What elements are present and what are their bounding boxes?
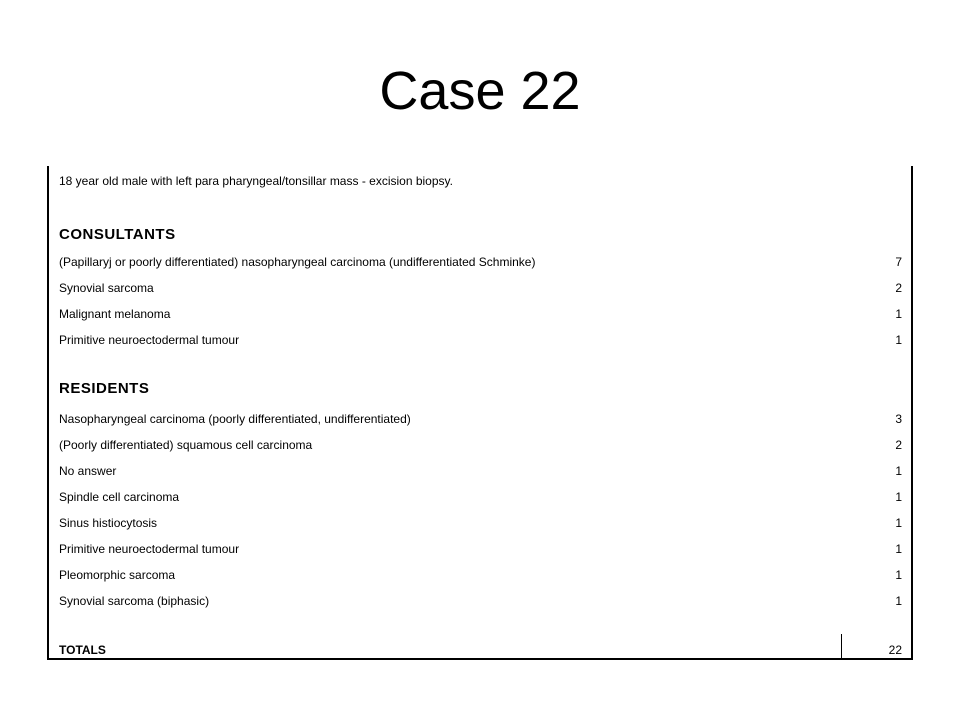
row-label: (Poorly differentiated) squamous cell carcinoma	[59, 438, 313, 452]
results-table	[47, 166, 913, 660]
row-count: 1	[895, 568, 902, 582]
totals-separator	[841, 634, 842, 660]
row-label: Synovial sarcoma (biphasic)	[59, 594, 210, 608]
row-label: Primitive neuroectodermal tumour	[59, 333, 240, 347]
case-description: 18 year old male with left para pharyngeal/tonsillar mass - excision biopsy.	[59, 174, 453, 188]
row-label: Sinus histiocytosis	[59, 516, 158, 530]
row-label: Nasopharyngeal carcinoma (poorly differentiated, undifferentiated)	[59, 412, 411, 426]
row-label: No answer	[59, 464, 117, 478]
totals-count: 22	[888, 643, 902, 657]
row-label: Synovial sarcoma	[59, 281, 154, 295]
residents-heading: RESIDENTS	[59, 380, 150, 397]
row-count: 1	[895, 333, 902, 347]
row-count: 1	[895, 542, 902, 556]
totals-label: TOTALS	[59, 643, 106, 657]
row-label: Malignant melanoma	[59, 307, 171, 321]
row-count: 1	[895, 516, 902, 530]
consultants-heading: CONSULTANTS	[59, 226, 176, 243]
row-label: Spindle cell carcinoma	[59, 490, 180, 504]
row-count: 1	[895, 307, 902, 321]
row-count: 3	[895, 412, 902, 426]
row-count: 1	[895, 594, 902, 608]
page-title: Case 22	[379, 61, 581, 121]
row-count: 2	[895, 438, 902, 452]
table-bottom-border	[47, 658, 913, 660]
row-count: 2	[895, 281, 902, 295]
row-count: 1	[895, 490, 902, 504]
row-label: Pleomorphic sarcoma	[59, 568, 176, 582]
row-label: (Papillaryj or poorly differentiated) nasopharyngeal carcinoma (undifferentiated Schminke)	[59, 255, 536, 269]
table-right-border	[911, 166, 913, 660]
table-left-border	[47, 166, 49, 660]
row-count: 7	[895, 255, 902, 269]
row-count: 1	[895, 464, 902, 478]
row-label: Primitive neuroectodermal tumour	[59, 542, 240, 556]
